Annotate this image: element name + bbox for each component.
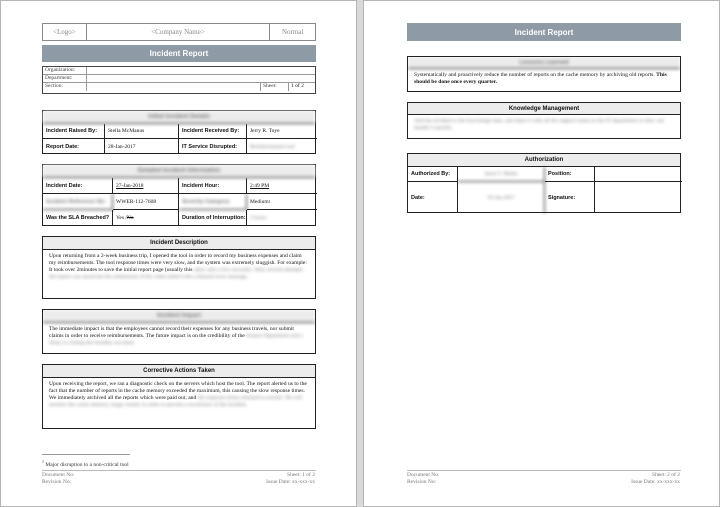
page-1 [0,0,357,507]
severity-value: Medium 1 [247,194,317,210]
incident-impact-title: Incident Impact [43,310,315,323]
received-by-label: Incident Received By: [179,124,247,139]
incident-details-section [42,110,316,154]
service-disrupted-value: Reimbursement tool [250,143,295,150]
footer-sheet-page2: Sheet: 2 of 2 [652,472,680,478]
footer-sheet: Sheet: 1 of 2 [287,472,315,478]
footer-left [42,472,75,486]
revision-no-label: Revision No: [42,479,72,485]
company-name: <Company Name> [87,24,271,40]
sheet-value: 1 of 2 [291,83,304,89]
footer-right-page2 [631,472,680,486]
interruption-duration-label: Duration of Interruption: [179,210,247,226]
organization-row [43,67,315,75]
raised-by-value: Stella McManus [105,124,179,139]
report-title: Incident Report [42,45,316,62]
signature-label: Signature: [545,182,595,213]
lessons-learned-section [407,56,681,92]
position-value[interactable] [595,167,682,182]
organization-info [42,66,316,94]
footer-issue-date: Issue Date: xx-xxx-xx [266,479,315,485]
incident-hour-value: 2:49 PM [247,178,317,194]
footer-right [266,472,315,486]
report-title-page2: Incident Report [407,23,681,41]
signature-value[interactable] [595,182,682,213]
footer-rule [42,470,316,471]
incident-description-title: Incident Description [43,237,315,250]
footnote: $^1$ Major disruption to a non-critical tool [42,459,129,468]
authorization-section [407,153,681,213]
sla-breached-value: Yes / No [113,210,179,226]
knowledge-management-title: Knowledge Management [408,103,680,115]
incident-id-value: WWER-112-7608 [113,194,179,210]
sla-breached-label: Was the SLA Breached? [43,210,113,226]
footer-issue-date-page2: Issue Date: xx-xxx-xx [631,479,680,485]
incident-description-text: Upon returning from a 2-week business trip, I opened the tool in order to record my business expenses and claim my reimbursements. The tool response times were very slow, and the system was extremely sluggish. For example: It took over 2minutes to save the initial report page (usually this takes only a few seconds). After several attempts the report was saved but the submission of the claim failed with a timeout error message. [49,253,307,280]
department-row [43,75,315,83]
knowledge-management-text: Add the incident to the knowledge base, and share it with all the support teams in the IT department so they can handle it quickly. [414,118,664,131]
report-date-value: 28-Jan-2017 [105,139,179,154]
incident-impact-section [42,309,316,354]
footer-rule-page2 [407,470,681,471]
date-label: Date: [408,182,458,213]
raised-by-label: Incident Raised By: [43,124,105,139]
document-header [42,23,316,41]
document-no-label: Document No: [42,472,75,478]
knowledge-management-section [407,102,681,139]
section-row [43,83,315,91]
received-by-value: Jerry R. Toye [247,124,317,139]
incident-description-section [42,236,316,299]
authorized-by-label: Authorized By: [408,167,458,182]
incident-details-title: Initial Incident Details [43,111,315,124]
page-2 [363,0,720,507]
organization-label: Organization: [43,67,87,74]
incident-information-section [42,164,316,226]
logo-placeholder: <Logo> [43,24,87,40]
position-label: Position: [545,167,595,182]
severity-label: Severity Category: [179,194,247,210]
incident-hour-label: Incident Hour: [179,178,247,194]
footer-left-page2 [407,472,440,486]
section-label: Section: [43,83,87,91]
department-label: Department: [43,75,87,82]
revision-no-label-page2: Revision No: [407,479,437,485]
lessons-learned-title: Lessons Learned [408,57,680,69]
incident-impact-text: The immediate impact is that the employees cannot record their expenses for any business travels, nor submit claims in order to receive reimbursements. The future impact is on the credibility of the finance department and a delay in closing the monthly accounts. [49,326,303,346]
corrective-actions-section [42,364,316,429]
footnote-rule [42,454,130,455]
report-date-label: Report Date: [43,139,105,154]
interruption-duration-value: 3 hours [250,215,267,221]
document-no-label-page2: Document No: [407,472,440,478]
incident-information-title: Detailed Incident Information [43,165,315,178]
corrective-actions-title: Corrective Actions Taken [43,365,315,378]
authorized-by-value: Jason T. Marks [458,167,545,182]
authorization-title: Authorization [408,154,680,167]
sheet-label: Sheet: [261,83,289,91]
incident-date-value: 27-Jan-2018 [113,178,179,194]
authorization-date-value: 29-Jan-2017 [458,182,545,213]
lessons-learned-text: Systematically and proactively reduce the number of reports on the cache memory by archiving old reports. This should be done once every quarter. [414,72,667,85]
classification-label: Normal [281,28,304,36]
corrective-actions-text: Upon receiving the report, we ran a diagnostic check on the servers which host the tool. The report alerted us to the fact that the number of reports in the cache memory exceeded the maximum, this causing the slow response times. We immediately archived all the reports which were paid out, and the response times returned to normal. We will monitor the cache memory usage closely in order to prevent a recurrence of the incident. [49,381,307,408]
incident-date-label: Incident Date: [43,178,113,194]
incident-id-label: Incident Reference No: [43,194,113,210]
service-disrupted-label: IT Service Disrupted: [179,139,247,154]
